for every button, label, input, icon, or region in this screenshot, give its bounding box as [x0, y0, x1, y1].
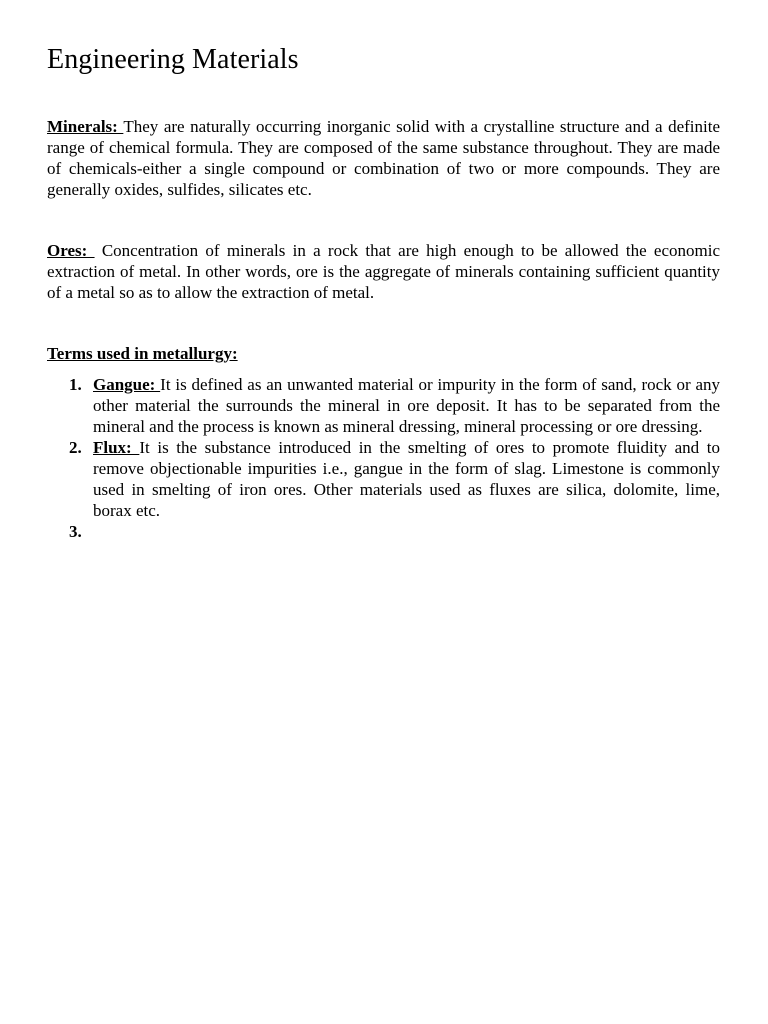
flux-term: Flux: [93, 438, 140, 457]
ores-paragraph [47, 240, 720, 303]
list-item [47, 374, 720, 437]
document-page [47, 40, 720, 542]
list-item [47, 437, 720, 521]
minerals-paragraph [47, 116, 720, 200]
list-number: 2. [69, 438, 82, 457]
list-number: 3. [69, 522, 82, 541]
list-number: 1. [69, 375, 82, 394]
page-title: Engineering Materials [47, 44, 299, 75]
ores-term: Ores: [47, 241, 95, 260]
gangue-term: Gangue: [93, 375, 161, 394]
gangue-definition: It is defined as an unwanted material or impurity in the form of sand, rock or any other material the surrounds the mineral in ore deposit. It has to be separated from the mineral and the process is known as mineral dressing, mineral processing or ore dressing. [93, 375, 720, 436]
minerals-term: Minerals: [47, 117, 124, 136]
terms-list [47, 374, 720, 542]
flux-definition: It is the substance introduced in the smelting of ores to promote fluidity and to remove objectionable impurities i.e., gangue in the form of slag. Limestone is commonly used in smelting of iron ores. Other materials used as fluxes are silica, dolomite, lime, borax etc. [93, 438, 720, 520]
minerals-definition: They are naturally occurring inorganic solid with a crystalline structure and a definite range of chemical formula. They are composed of the same substance throughout. They are made of chemicals-either a single compound or combination of two or more compounds. They are generally oxides, sulfides, silicates etc. [47, 117, 720, 199]
ores-definition: Concentration of minerals in a rock that are high enough to be allowed the economic extraction of metal. In other words, ore is the aggregate of minerals containing sufficient quantity of a metal so as to allow the extraction of metal. [47, 241, 720, 302]
list-item [47, 521, 720, 542]
terms-heading: Terms used in metallurgy: [47, 344, 238, 363]
